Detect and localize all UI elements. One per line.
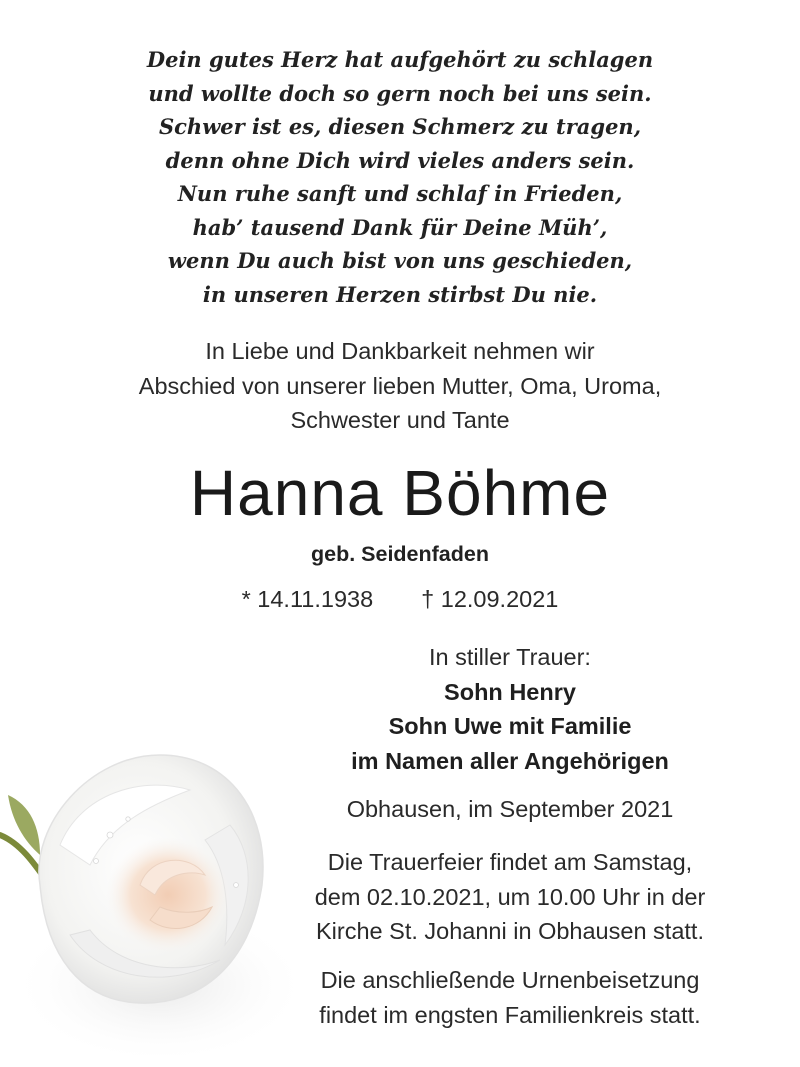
death-date: † 12.09.2021 bbox=[421, 586, 559, 612]
poem-line: Nun ruhe sanft und schlaf in Frieden, bbox=[177, 181, 623, 206]
intro-line: Schwester und Tante bbox=[290, 407, 510, 433]
deceased-name: Hanna Böhme bbox=[189, 457, 611, 529]
mourners-heading: In stiller Trauer: bbox=[429, 644, 591, 670]
birth-name: geb. Seidenfaden bbox=[310, 542, 489, 566]
poem-line: in unseren Herzen stirbst Du nie. bbox=[202, 281, 598, 307]
farewell-intro bbox=[0, 334, 800, 438]
urn-burial-info bbox=[260, 963, 760, 1032]
poem-line: denn ohne Dich wird vieles anders sein. bbox=[165, 147, 635, 173]
ceremony-line: Die Trauerfeier findet am Samstag, bbox=[327, 849, 693, 875]
poem-line: hab’ tausend Dank für Deine Müh’, bbox=[192, 214, 608, 240]
funeral-service-info bbox=[260, 845, 760, 949]
place-and-date: Obhausen, im September 2021 bbox=[346, 796, 674, 822]
memorial-poem bbox=[0, 43, 800, 311]
ceremony-line: Kirche St. Johanni in Obhausen statt. bbox=[316, 918, 704, 944]
mourner-name: im Namen aller Angehörigen bbox=[351, 747, 669, 774]
poem-line: wenn Du auch bist von uns geschieden, bbox=[167, 248, 633, 273]
mourner-name: Sohn Uwe mit Familie bbox=[388, 713, 632, 739]
white-rose-image bbox=[0, 735, 300, 1067]
mourners-block bbox=[260, 640, 760, 778]
poem-line: und wollte doch so gern noch bei uns sein. bbox=[148, 80, 652, 106]
poem-line: Dein gutes Herz hat aufgehört zu schlagen bbox=[146, 47, 654, 72]
burial-line: Die anschließende Urnenbeisetzung bbox=[320, 967, 700, 993]
intro-line: Abschied von unserer lieben Mutter, Oma, Uroma, bbox=[138, 372, 662, 399]
poem-line: Schwer ist es, diesen Schmerz zu tragen, bbox=[158, 114, 642, 139]
mourner-name: Sohn Henry bbox=[444, 678, 576, 705]
life-dates bbox=[0, 583, 800, 615]
burial-line: findet im engsten Familienkreis statt. bbox=[319, 1001, 701, 1028]
intro-line: In Liebe und Dankbarkeit nehmen wir bbox=[205, 338, 595, 364]
birth-date: * 14.11.1938 bbox=[241, 586, 374, 612]
ceremony-line: dem 02.10.2021, um 10.00 Uhr in der bbox=[314, 883, 706, 910]
